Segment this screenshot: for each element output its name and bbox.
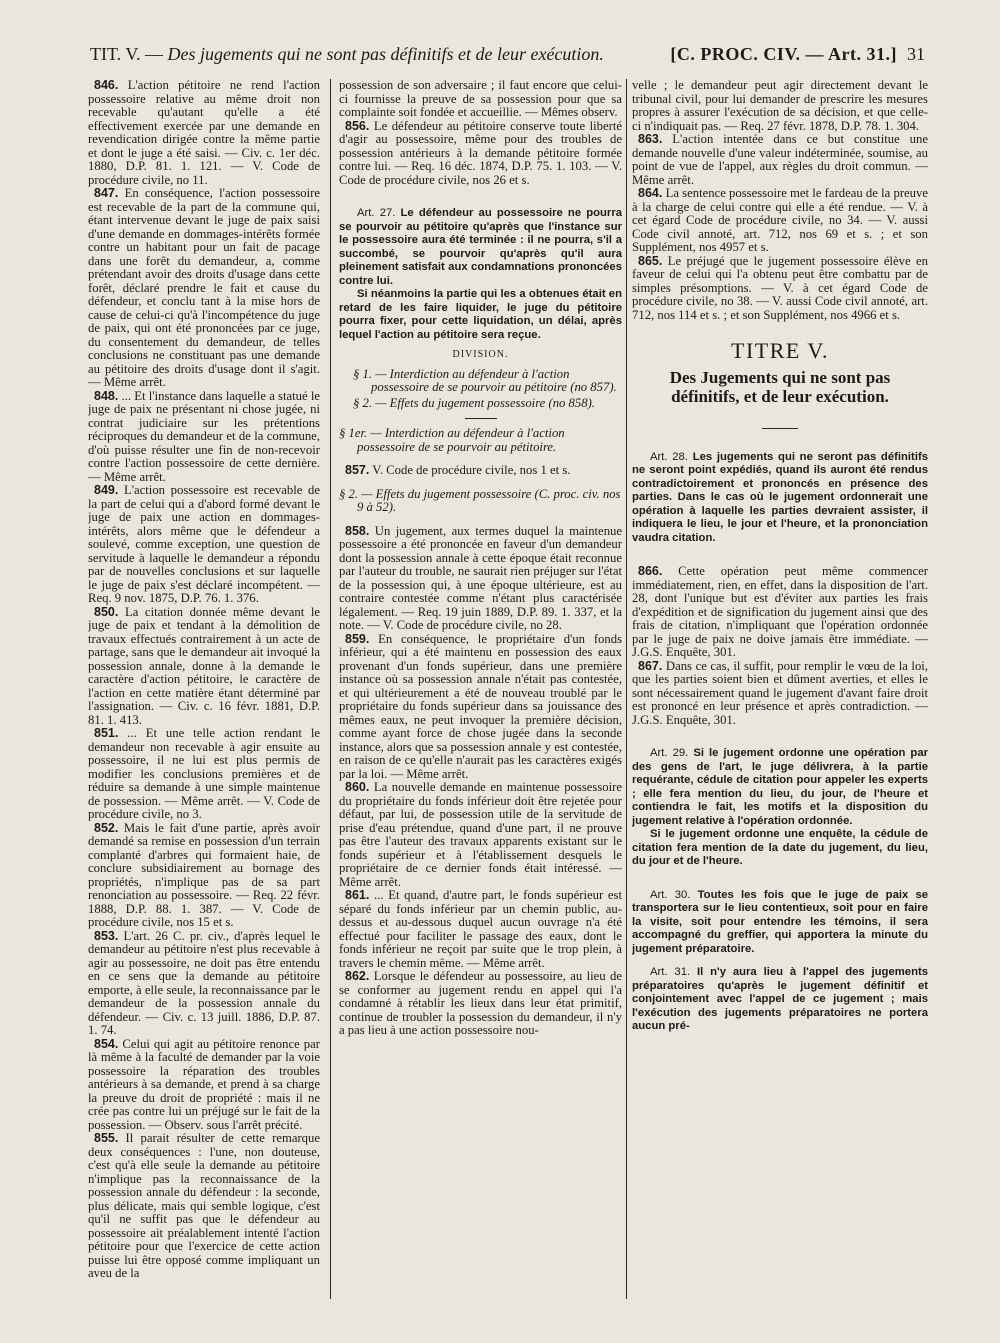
paragraph-number: 859.: [345, 631, 370, 646]
paragraph-text: En conséquence, le propriétaire d'un fonds inférieur, qui a été maintenu en possession des eaux provenant d'un fonds supérieur, dans une première instance où sa possession annale n'était pas contestée, et qui ultérieurement a été de nouveau troublé par le propriétaire du fonds supérieur dans sa jouissance des mêmes eaux, ne peut invoquer la première décision, comme ayant force de chose jugée dans la seconde instance, alors que sa possession annale y est contestée, en raison de ce qu'elle n'aurait pas les caractères exigés par la loi. — Même arrêt.: [339, 631, 622, 781]
division-item: § 1. — Interdiction au défendeur à l'action possessoire de se pourvoir au pétitoire (no 857).: [353, 366, 617, 394]
paragraph-number: 857.: [345, 463, 370, 477]
column-left: [88, 79, 320, 1334]
paragraph-number: 856.: [345, 118, 370, 133]
section-heading: § 2. — Effets du jugement possessoire (C. proc. civ. nos 9 à 52).: [339, 486, 621, 514]
article-27-para2: Si néanmoins la partie qui les a obtenues était en retard de les faire liquider, le juge du pétitoire pourra fixer, pour cette liquidation, un délai, après lequel l'action au pétitoire sera reçue.: [339, 288, 622, 341]
paragraph-number: 860.: [345, 780, 370, 794]
paragraph-text: ... Et l'instance dans laquelle a statué le juge de paix ne présentant ni chose jugée, ni contrat judiciaire sur les prétentions réciproques du demandeur et de la commune, d'où puisse résulter une fin de non-recevoir contre l'action possessoire de cette dernière. — Même arrêt.: [88, 388, 320, 484]
running-header: [90, 44, 925, 70]
header-prefix: TIT. V. —: [90, 44, 164, 64]
paragraph: [339, 525, 622, 633]
division-item: § 2. — Effets du jugement possessoire (no 858).: [353, 395, 595, 410]
paragraph-number: 858.: [345, 523, 370, 538]
article-label: Art. 31.: [650, 966, 691, 978]
page-number: 31: [907, 44, 925, 64]
paragraph-number: 846.: [94, 79, 119, 92]
paragraph: [88, 727, 320, 822]
paragraph-number: 866.: [638, 564, 663, 578]
paragraph: [88, 390, 320, 485]
paragraph-text: possession de son adversaire ; il faut encore que celui-ci fournisse la preuve de sa possession pour que sa complainte soit fondée et accueillie. — Mêmes observ.: [339, 79, 622, 119]
paragraph-text: La citation donnée même devant le juge de paix et tendant à la démolition de travaux effectués contrairement à un acte de partage, sans que le demandeur ait invoqué la possession annale, donne à la demande le caractère d'action pétitoire, le caractère de l'action en cette matière étant déterminé par l'assignation. — Civ. c. 16 févr. 1881, D.P. 81. 1. 413.: [88, 604, 320, 727]
paragraph-list: [632, 79, 928, 322]
paragraph: [88, 1038, 320, 1133]
paragraph-text: Le défendeur au pétitoire conserve toute liberté d'agir au possessoire, même pour des troubles de possession antérieurs à la demande pétitoire formée contre lui. — Req. 16 déc. 1874, D.P. 75. 1. 103. — V. Code de procédure civile, nos 26 et s.: [339, 118, 622, 187]
article-label: Art. 28.: [650, 450, 688, 463]
paragraph-number: 852.: [94, 820, 119, 835]
paragraph-number: 867.: [638, 658, 663, 673]
paragraph-number: 850.: [94, 604, 119, 619]
article-text: Toutes les fois que le juge de paix se transportera sur le lieu contentieux, soit pour en faire la visite, soit pour entendre les témoins, il sera accompagné du greffier, qui apportera la minute du jugement préparatoire.: [632, 888, 928, 955]
article-28: [632, 451, 928, 546]
article-text: Il n'y aura lieu à l'appel des jugements préparatoires qu'après le jugement définitif et conjointement avec l'appel de ce jugement ; mais l'exécution des jugements préparatoires ne portera aucun pré-: [632, 966, 928, 1032]
paragraph-text: La nouvelle demande en maintenue possessoire du propriétaire du fonds inférieur doit être rejetée pour défaut, par lui, de possession utile de la servitude de prise d'eau prétendue, quand d'une part, il ne prouve pas être l'auteur des travaux apparents existant sur le fonds supérieur et à l'établissement desquels le propriétaire de ce dernier fonds était intéressé. — Même arrêt.: [339, 780, 622, 889]
column-middle: [339, 79, 622, 1334]
paragraph-text: V. Code de procédure civile, nos 1 et s.: [372, 463, 571, 477]
paragraph-text: En conséquence, l'action possessoire est recevable de la part de la commune qui, étant intervenue devant le juge de paix saisi d'une demande en dommages-intérêts formée contre un habitant pour un fait de pacage dans une forêt du demandeur, a, comme prétendant avoir des droits d'usage dans cette forêt, déclaré prendre le fait et cause du défendeur, et conclu tant à la mise hors de cause de celui-ci qu'à l'incompétence du juge de paix, qui ont été prononcées par ce juge, du consentement du demandeur, de telles conclusions ne constituant pas une demande au pétitoire des droits d'usage dont il s'agit. — Même arrêt.: [88, 186, 320, 389]
paragraph: [339, 970, 622, 1038]
title-heading: TITRE V.: [731, 338, 829, 363]
paragraph-text: Dans ce cas, il suffit, pour remplir le vœu de la loi, que les parties soient bien et dûment averties, et elles le sont nécessairement quand le jugement d'avant faire droit est prononcé en leur présence et après contradiction. — J.G.S. Enquête, 301.: [632, 658, 928, 727]
article-text: Le défendeur au possessoire ne pourra se pourvoir au pétitoire qu'après que l'instance sur le possessoire aura été terminée : il ne pourra, s'il a succombé, se pourvoir qu'après qu'il aura pleinement satisfait aux condamnations prononcées contre lui.: [339, 207, 622, 287]
paragraph-number: 855.: [94, 1131, 119, 1145]
paragraph-text: La sentence possessoire met le fardeau de la preuve à la charge de celui contre qui elle a été rendue. — V. à cet égard Code de procédure civile, no 34. — V. aussi Code civil annoté, art. 712, nos 69 et s. ; et son Supplément, nos 4957 et s.: [632, 186, 928, 254]
paragraph-number: 865.: [638, 253, 663, 268]
article-27: [339, 207, 622, 288]
paragraph-text: Lorsque le défendeur au possessoire, au lieu de se conformer au jugement rendu en appel qui l'a condamné à rétablir les lieux dans leur état primitif, continue de troubler la possession du demandeur, il n'y a pas lieu à une action possessoire nou-: [339, 969, 622, 1037]
paragraph: [339, 464, 622, 478]
division-label: DIVISION.: [452, 349, 509, 360]
article-label: Art. 29.: [650, 747, 689, 759]
paragraph: [339, 120, 622, 188]
paragraph: [632, 187, 928, 255]
column-right: [632, 79, 928, 1334]
paragraph-text: Mais le fait d'une partie, après avoir demandé sa remise en possession d'un terrain complanté d'arbres qui formaient haie, de conclure subsidiairement au bornage des propriétés, n'implique pas de sa part renonciation au possessoire. — Req. 22 févr. 1888, D.P. 88. 1. 387. — V. Code de procédure civile, nos 15 et s.: [88, 820, 320, 929]
paragraph-text: L'action pétitoire ne rend l'action possessoire relative au même droit non recevable qu'autant qu'elle a été effectivement exercée par une demande en revendication dirigée contre la même partie et dont le juge a été saisi. — Civ. c. 1er déc. 1880, D.P. 81. 1. 121. — V. Code de procédure civile, no 11.: [88, 79, 320, 187]
header-italic-title: Des jugements qui ne sont pas définitifs et de leur exécution.: [167, 44, 604, 64]
paragraph-text: Un jugement, aux termes duquel la maintenue possessoire a été prononcée en faveur d'un demandeur dont la possession annale à cette époque était reconnue par l'auteur du trouble, ne saurait rien préjuger sur l'état de la possession qui, à une époque ultérieure, est au contraire contestée comme n'étant plus caractérisée légalement. — Req. 19 juin 1889, D.P. 89. 1. 337, et la note. — V. Code de procédure civile, no 28.: [339, 523, 622, 632]
paragraph-number: 863.: [638, 132, 663, 146]
paragraph: [339, 781, 622, 889]
article-31: [632, 966, 928, 1034]
paragraph-text: ... Et quand, d'autre part, le fonds supérieur est séparé du fonds inférieur par un chemin public, au-dessus et au-dessous duquel aucun ouvrage n'a été effectué pour faciliter le passage des eaux, dont le fonds inférieur ne reçoit par suite que le trop plein, à travers le chemin même. — Même arrêt.: [339, 888, 622, 970]
paragraph-text: ... Et une telle action rendant le demandeur non recevable à agir ensuite au possessoire, il ne lui est plus permis de modifier les conclusions premières et de réduire sa demande à une simple maintenue de possession. — Même arrêt. — V. Code de procédure civile, no 3.: [88, 726, 320, 821]
title-subtitle: Des Jugements qui ne sont pas définitifs, et de leur exécution.: [669, 367, 891, 406]
paragraph-number: 854.: [94, 1036, 119, 1051]
paragraph-number: 847.: [94, 186, 119, 200]
separator: [762, 428, 798, 429]
article-text: Si le jugement ordonne une opération par des gens de l'art, le juge délivrera, à la partie requérante, cédule de citation pour appeler les experts ; elle fera mention du lieu, du jour, de l'heure et contiendra le fait, les motifs et la disposition du jugement relative à l'opération ordonnée.: [632, 747, 928, 827]
paragraph: [632, 79, 928, 133]
header-title: [90, 44, 604, 65]
paragraph-text: L'action possessoire est recevable de la part de celui qui a d'abord formé devant le juge de paix une action en dommages-intérêts, alors même que le défendeur a soulevé, comme exception, une question de servitude à laquelle le demandeur a répondu par de nouvelles conclusions et sur laquelle le juge de paix s'est déclaré incompétent. — Req. 9 nov. 1875, D.P. 76. 1. 376.: [88, 483, 320, 605]
paragraph-text: Cette opération peut même commencer immédiatement, rien, en effet, dans la disposition de l'art. 28, dont l'unique but est d'éviter aux parties les frais d'expédition et de signification du jugement ainsi que des frais de citation, n'impliquant que l'opération ordonnée par le juge de paix ne doive jamais être immédiate. — J.G.S. Enquête, 301.: [632, 564, 928, 659]
paragraph: [632, 660, 928, 728]
paragraph-number: 853.: [94, 928, 119, 943]
paragraph-text: Le préjugé que le jugement possessoire élève en faveur de celui qui l'a obtenu peut être combattu par de simples présomptions. — V. à cet égard Code de procédure civile, no 38. — V. aussi Code civil annoté, art. 712, nos 114 et s. ; et son Supplément, nos 4966 et s.: [632, 253, 928, 322]
article-label: Art. 30.: [650, 888, 691, 901]
paragraph-number: 862.: [345, 969, 370, 983]
article-text: Les jugements qui ne seront pas définitifs ne seront point expédiés, quand ils auront été rendus contradictoirement et prononcés en présence des parties. Dans le cas où le jugement ordonnerait une opération à laquelle les parties devraient assister, il indiquera le lieu, le jour et l'heure, et la prononciation vaudra citation.: [632, 450, 928, 544]
paragraph: [632, 565, 928, 660]
paragraph-list: [339, 525, 622, 1038]
section-heading: § 1er. — Interdiction au défendeur à l'action possessoire de se pourvoir au pétitoire.: [339, 426, 565, 454]
article-29-para2: Si le jugement ordonne une enquête, la cédule de citation fera mention de la date du jugement, du lieu, du jour et de l'heure.: [632, 828, 928, 867]
paragraph: [88, 930, 320, 1038]
paragraph: [88, 606, 320, 728]
paragraph: [632, 133, 928, 187]
paragraph: [88, 79, 320, 187]
paragraph-list: [88, 79, 320, 1281]
paragraph: [88, 1132, 320, 1281]
paragraph: [339, 633, 622, 782]
paragraph-list: [632, 565, 928, 727]
paragraph-number: 849.: [94, 483, 119, 497]
paragraph: [632, 255, 928, 323]
paragraph: [88, 822, 320, 930]
article-30: [632, 889, 928, 957]
paragraph-text: Il parait résulter de cette remarque deux conséquences : l'une, non douteuse, c'est qu'à elle seule la demande au pétitoire n'implique pas la reconnaissance de la possession annale du défendeur : la seconde, plus délicate, mais qui semble logique, c'est qu'il ne suffit pas que le défendeur au possessoire ait préalablement intenté l'action pétitoire pour que l'exercice de cette action puisse lui être opposé comme impliquant un aveu de la: [88, 1131, 320, 1280]
paragraph-text: L'action intentée dans ce but constitue une demande nouvelle d'une valeur indéterminée, soumise, au point de vue de l'appel, aux règles du droit commun. — Même arrêt.: [632, 132, 928, 187]
article-29: [632, 747, 928, 828]
paragraph: [88, 187, 320, 390]
paragraph-number: 848.: [94, 388, 119, 403]
article-label: Art. 27.: [357, 207, 396, 219]
paragraph: [88, 484, 320, 606]
paragraph-list: [339, 79, 622, 187]
separator: [465, 418, 497, 419]
paragraph-number: 864.: [638, 186, 663, 200]
paragraph-number: 861.: [345, 888, 370, 902]
header-article-ref: [C. PROC. CIV. — Art. 31.]: [670, 44, 897, 64]
paragraph-text: velle ; le demandeur peut agir directement devant le tribunal civil, pour lui demander de prescrire les mesures propres à assurer l'exécution de sa décision, et que celle-ci n'indiquait pas. — Req. 27 févr. 1878, D.P. 78. 1. 304.: [632, 79, 928, 133]
paragraph-list: [339, 464, 622, 478]
paragraph-text: Celui qui agit au pétitoire renonce par là même à la faculté de demander par la voie possessoire la réparation des troubles antérieurs à sa demande, et prend à sa charge la preuve du droit de propriété : mais il ne crée pas contre lui un préjugé sur le fait de la possession. — Observ. sous l'arrêt précité.: [88, 1036, 320, 1132]
paragraph: [339, 79, 622, 120]
paragraph: [339, 889, 622, 970]
paragraph-text: L'art. 26 C. pr. civ., d'après lequel le demandeur au pétitoire n'est plus recevable à agir au possessoire, ne doit pas être entendu en ce sens que la demande au pétitoire emporte, à elle seule, la reconnaissance par le demandeur de la possession annale du défendeur. — Civ. c. 13 juill. 1886, D.P. 87. 1. 74.: [88, 928, 320, 1037]
column-divider: [626, 79, 627, 1299]
paragraph-number: 851.: [94, 726, 119, 740]
column-divider: [330, 79, 331, 1299]
